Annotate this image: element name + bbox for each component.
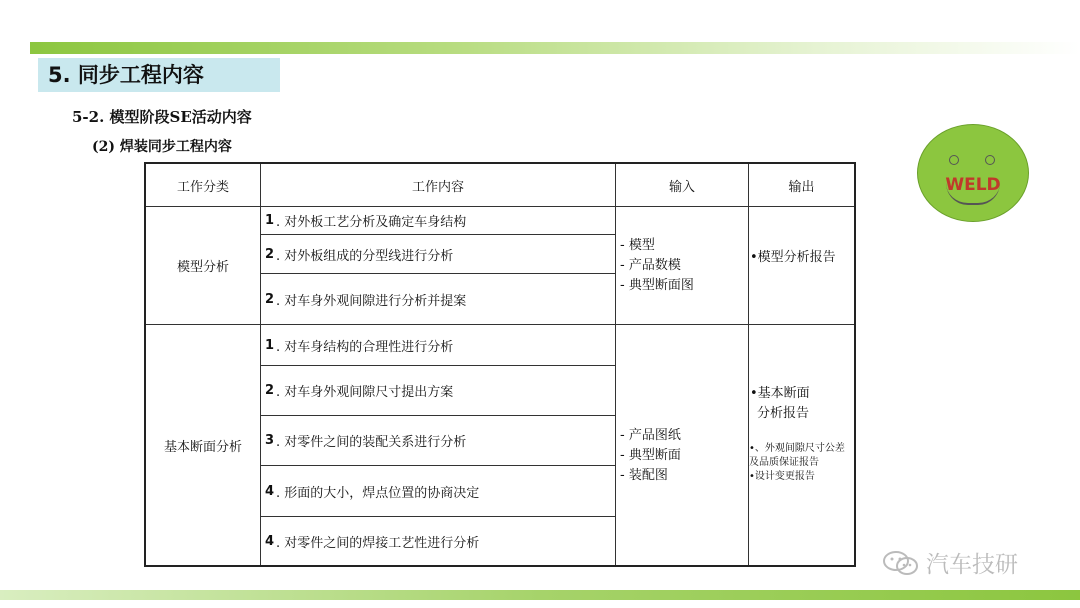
watermark [882,546,1018,579]
input-list-section: - 产品图纸 - 典型断面 - 装配图 [620,428,681,483]
task-row: 4 . 形面的大小，焊点位置的协商决定 [265,483,480,501]
output-list-section: •基本断面 分析报告 [750,386,810,421]
task-row: 2 . 对外板组成的分型线进行分析 [265,246,454,264]
smile-icon [946,183,1000,205]
task-row: 2 . 对车身外观间隙进行分析并提案 [265,291,467,309]
eye-icon [985,155,995,165]
logo-text: WELD [945,175,1001,195]
task-row: 4 . 对零件之间的焊接工艺性进行分析 [265,533,480,551]
task-row: 1 . 对车身结构的合理性进行分析 [265,337,454,355]
top-accent-bar [30,42,1080,54]
eye-icon [949,155,959,165]
bottom-accent-bar [0,590,1080,600]
header-work-content: 工作内容 [411,179,464,195]
category-model-analysis: 模型分析 [176,260,229,275]
task-row: 3 . 对零件之间的装配关系进行分析 [265,433,467,450]
section-title: 5. 同步工程内容 [38,58,280,92]
header-output: 输出 [788,179,815,195]
header-category: 工作分类 [176,179,229,195]
task-row: 1 . 对外板工艺分析及确定车身结构 [265,213,467,230]
output-list-model: •模型分析报告 [750,250,836,265]
task-row: 2 . 对车身外观间隙尺寸提出方案 [265,383,454,400]
header-input: 输入 [668,179,695,195]
category-basic-section-analysis: 基本断面分析 [163,439,242,455]
grid-line [748,164,749,565]
subtitle-welding: (2) 焊装同步工程内容 [92,139,232,155]
wechat-icon [882,550,920,576]
weld-smiley-logo [917,124,1029,222]
input-list-model: - 模型 - 产品数模 - 典型断面图 [620,238,694,293]
watermark-text: 汽车技研 [926,552,1018,578]
grid-line [615,164,616,565]
output-list-section-small: •、外观间隙尺寸公差 及品质保证报告 •设计变更报告 [749,443,845,482]
se-activity-table [144,162,856,567]
subtitle-model-stage: 5-2. 模型阶段SE活动内容 [72,108,252,126]
